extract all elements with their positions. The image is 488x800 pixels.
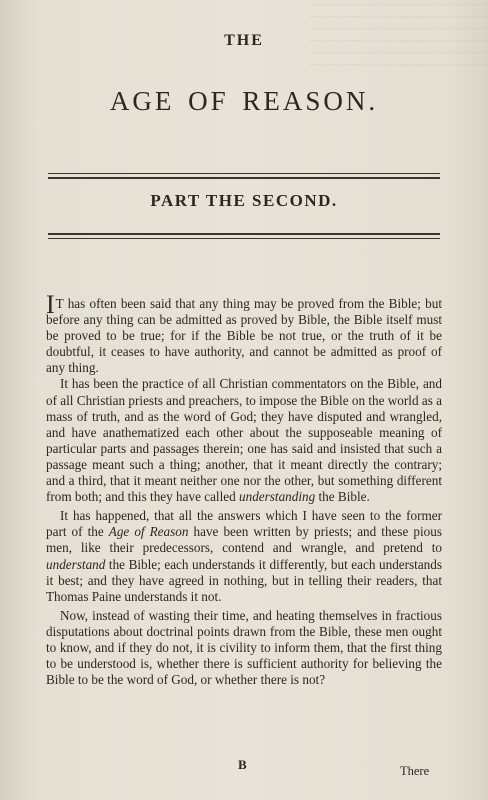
drop-cap: I [46,290,55,319]
body-text [46,290,443,688]
double-rule-top-thin [48,173,440,174]
book-title: AGE OF REASON. [109,86,379,116]
paragraph-3-italic-1: Age of Reason [108,524,189,540]
double-rule-top-thick [48,177,440,179]
paragraph-3-part-a: It has happened, that all the answers which I have seen to the former part of the [46,508,442,540]
paragraph-3-part-b: have been written by priests; and these pious men, like their predecessors, contend and wrangle, and pretend to [46,524,443,556]
paragraph-1 [46,290,442,376]
paragraph-3-part-c: the Bible; each understands it differently, but each understands it best; and they have agreed in nothing, but in telling their readers, that Thomas Paine understands it not. [46,556,442,604]
catchword: There [400,764,430,778]
part-heading: PART THE SECOND. [150,191,338,210]
paragraph-3 [46,508,442,605]
paragraph-1-text: T has often been said that any thing may be proved from the Bible; but before any thing can be admitted as proved by Bible, the Bible itself must be proved to be true; for if the Bible be not true, or the truth of it be doubtful, it ceases to have authority, and cannot be admitted as proof of any thing. [46,296,442,376]
double-rule-bottom-thin [48,238,440,239]
paragraph-3-italic-2: understand [46,556,106,572]
signature-mark: B [238,757,247,772]
double-rule-bottom-thick [48,233,440,235]
show-through-texture: ~~~~~~~~~~~~~~~~~~~~~~~~~~~~~~~~~ ~~~~~~~~~~~~~~~~~~~~~~~~~~~~~~~~~ ~~~~~~~~~~~~~~~~~~~~~~~~~~~~~~~~~ ~~~~~~~~~~~~~~~~~~~~~~~~~~~~~~~~~ ~~~~~~~~~~~~~~~~~~~~~~~~~~~~~~~~~ ~~~~~~~~~~~~~~~~~~~~~~~~~~~~~~~~~ [309,0,488,71]
paragraph-4-text: Now, instead of wasting their time, and heating themselves in fractious disputations about doctrinal points drawn from the Bible, these men ought to know, and if they do not, it is civility to inform them, that the first thing to be understood is, whether there is sufficient authority for believing the Bible to be the word of God, or whether there is not? [46,607,442,688]
paragraph-2 [46,376,442,505]
paragraph-2-italic: understanding [239,489,316,505]
running-title: THE [224,32,264,49]
paragraph-2-end: the Bible. [318,489,370,505]
paragraph-4 [46,608,442,688]
paragraph-2-text: It has been the practice of all Christian commentators on the Bible, and of all Christian priests and preachers, to impose the Bible on the world as a mass of truth, and as the word of God; they have disputed and wrangled, and have anathematized each other about the supposeable meaning of particular parts and passages therein; one has said and insisted that such a passage meant such a thing; another, that it meant directly the contrary; and a third, that it meant neither one nor the other, but something different from both; and this they have called [46,376,442,505]
